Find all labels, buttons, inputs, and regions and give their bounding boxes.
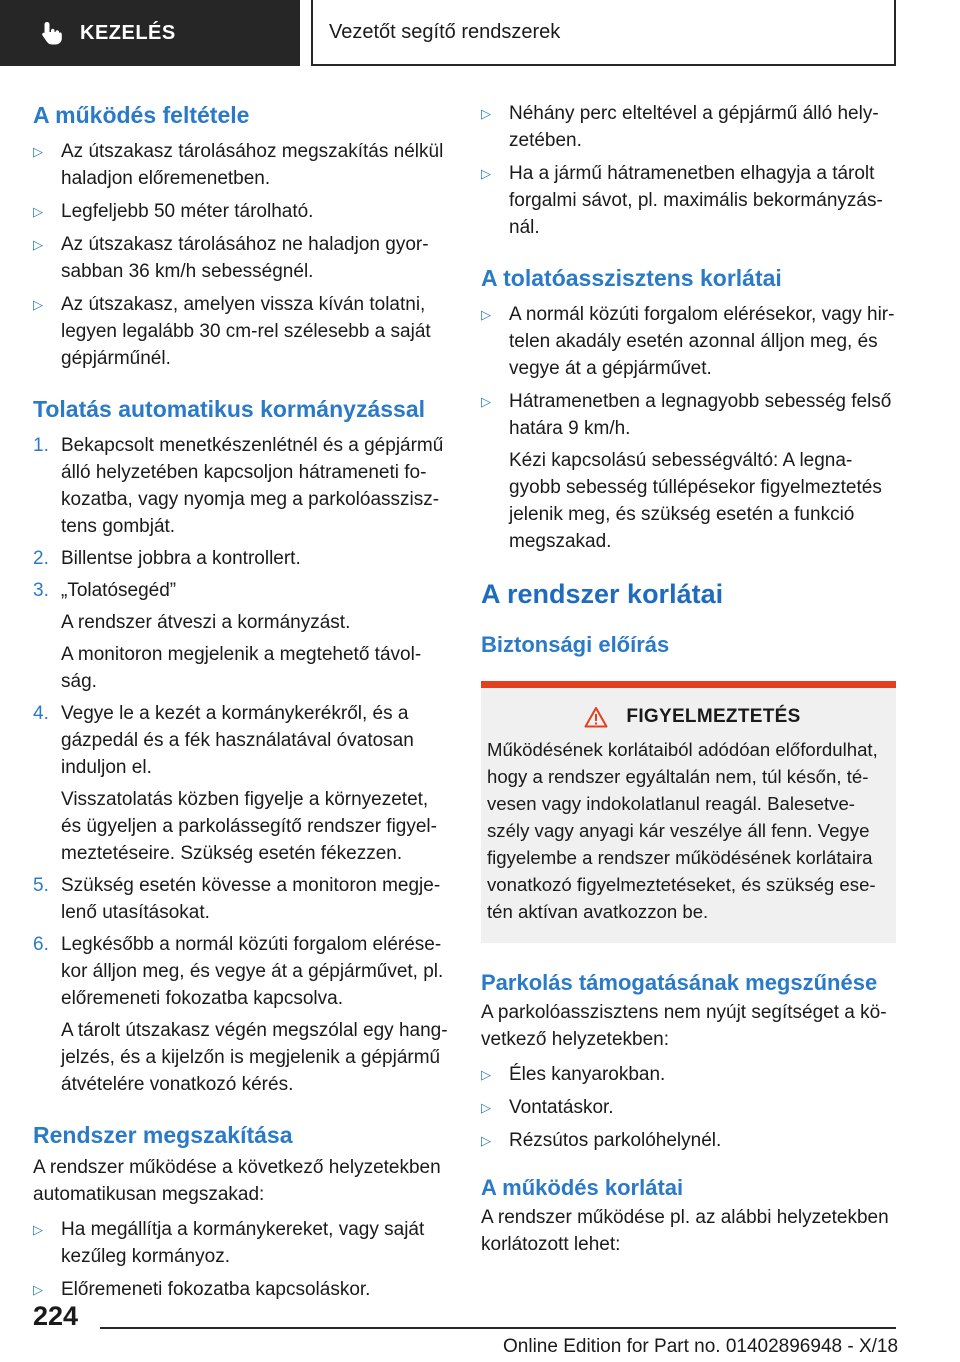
triangle-bullet-icon: ▷ bbox=[33, 1222, 43, 1237]
item-note: Kézi kapcsolású sebességváltó: A legnagyobb sebesség túllépésekor figyelmeztetés jelenik meg, és szükség esetén a funkció megszakad. bbox=[509, 450, 882, 552]
triangle-bullet-icon: ▷ bbox=[33, 144, 43, 159]
triangle-bullet-icon: ▷ bbox=[33, 297, 43, 312]
paragraph: A parkolóasszisztens nem nyújt segítséget a következő helyzetekben: bbox=[481, 1002, 887, 1050]
list-item: ▷ Előremeneti fokozatba kapcsoláskor. bbox=[33, 1276, 448, 1303]
list-item: ▷ Rézsútos parkolóhelynél. bbox=[481, 1127, 896, 1154]
list-item: ▷ A normál közúti forgalom elérésekor, vagy hirtelen akadály esetén azonnal álljon meg, és vegye át a gépjárművet. bbox=[481, 301, 896, 382]
list-item: ▷ Hátramenetben a legnagyobb sebesség felső határa 9 km/h. bbox=[481, 388, 896, 442]
heading-auto-steering: Tolatás automatikus kormányzással bbox=[33, 396, 425, 422]
list-item: ▷ Ha a jármű hátramenetben elhagyja a tárolt forgalmi sávot, pl. maximális bekormányzásnál. bbox=[481, 160, 896, 241]
triangle-bullet-icon: ▷ bbox=[481, 106, 491, 121]
heading-safety-note: Biztonsági előírás bbox=[481, 632, 670, 657]
step-item: 4. Vegye le a kezét a kormánykerékről, és a gázpedál és a fék használatával óvatosan induljon el. bbox=[33, 703, 414, 778]
paragraph: A rendszer működése pl. az alábbi helyzetekben korlátozott lehet: bbox=[481, 1207, 889, 1255]
hand-pointer-icon bbox=[38, 19, 66, 47]
warning-triangle-icon bbox=[584, 706, 608, 728]
warning-title: FIGYELMEZTETÉS bbox=[626, 706, 801, 727]
chapter-title: Vezetőt segítő rendszerek bbox=[329, 20, 561, 43]
section-name: KEZELÉS bbox=[80, 21, 176, 44]
triangle-bullet-icon: ▷ bbox=[481, 1100, 491, 1115]
list-item: ▷ Legfeljebb 50 méter tárolható. bbox=[33, 198, 448, 225]
step-item: 6. Legkésőbb a normál közúti forgalom elérésekor álljon meg, és vegye át a gépjárművet, pl. előremeneti fokozatba kapcsolva. bbox=[33, 934, 444, 1009]
triangle-bullet-icon: ▷ bbox=[481, 1067, 491, 1082]
right-column bbox=[481, 100, 896, 1258]
chapter-title-box bbox=[311, 0, 896, 66]
footer-edition: Online Edition for Part no. 01402896948 - X/18 bbox=[503, 1336, 899, 1357]
left-column bbox=[33, 100, 448, 1303]
triangle-bullet-icon: ▷ bbox=[481, 1133, 491, 1148]
page-number: 224 bbox=[33, 1301, 79, 1331]
heading-parking-assist-ends: Parkolás támogatásának megszűnése bbox=[481, 970, 878, 995]
step-item: 2. Billentse jobbra a kontrollert. bbox=[33, 548, 301, 569]
heading-system-interruption: Rendszer megszakítása bbox=[33, 1122, 293, 1148]
triangle-bullet-icon: ▷ bbox=[481, 307, 491, 322]
list-item: ▷ Néhány perc elteltével a gépjármű álló helyzetében. bbox=[481, 100, 896, 154]
list-item: ▷ Az útszakasz tárolásához megszakítás nélkül haladjon előremenetben. bbox=[33, 138, 448, 192]
list-item: ▷ Az útszakasz tárolásához ne haladjon gyorsabban 36 km/h sebességnél. bbox=[33, 231, 448, 285]
warning-header bbox=[487, 706, 888, 728]
list-item: ▷ Éles kanyarokban. bbox=[481, 1061, 896, 1088]
step-note: A monitoron megjelenik a megtehető távolság. bbox=[61, 644, 422, 692]
section-tab bbox=[0, 0, 300, 66]
step-note: A rendszer átveszi a kormányzást. bbox=[61, 612, 351, 633]
step-note: A tárolt útszakasz végén megszólal egy hangjelzés, és a kijelzőn is megjelenik a gépjármű átvételére vonatkozó kérés. bbox=[61, 1020, 448, 1095]
triangle-bullet-icon: ▷ bbox=[33, 237, 43, 252]
heading-system-limits: A rendszer korlátai bbox=[481, 579, 724, 609]
triangle-bullet-icon: ▷ bbox=[481, 166, 491, 181]
heading-operation-limits: A működés korlátai bbox=[481, 1175, 684, 1200]
step-item: 3. „Tolatósegéd” bbox=[33, 580, 177, 601]
footer-divider bbox=[100, 1327, 896, 1329]
list-item: ▷ Ha megállítja a kormánykereket, vagy saját kezűleg kormányoz. bbox=[33, 1216, 448, 1270]
warning-box bbox=[481, 681, 896, 943]
step-item: 1. Bekapcsolt menetkészenlétnél és a gépjármű álló helyzetében kapcsoljon hátrameneti fokozatba, vagy nyomja meg a parkolóasszisztens gombját. bbox=[33, 435, 444, 537]
paragraph: A rendszer működése a következő helyzetekben automatikusan megszakad: bbox=[33, 1157, 441, 1205]
list-item: ▷ Az útszakasz, amelyen vissza kíván tolatni, legyen legalább 30 cm-rel szélesebb a saját gépjárműnél. bbox=[33, 291, 448, 372]
warning-text: Működésének korlátaiból adódóan előfordulhat, hogy a rendszer egyáltalán nem, túl későn, tévesen vagy indokolatlanul reagál. Balesetveszély vagy anyagi kár veszélye áll fenn. Vegye figyelembe a rendszer működésének korlátaira vonatkozó figyelmeztetéseket, és szükség esetén aktívan avatkozzon be. bbox=[487, 739, 878, 922]
heading-reverse-assistant-limits: A tolatóasszisztens korlátai bbox=[481, 265, 782, 291]
page-header bbox=[0, 0, 960, 66]
triangle-bullet-icon: ▷ bbox=[33, 204, 43, 219]
list-item: ▷ Vontatáskor. bbox=[481, 1094, 896, 1121]
step-item: 5. Szükség esetén kövesse a monitoron megjelenő utasításokat. bbox=[33, 875, 441, 923]
heading-operating-conditions: A működés feltétele bbox=[33, 102, 250, 128]
triangle-bullet-icon: ▷ bbox=[33, 1282, 43, 1297]
step-note: Visszatolatás közben figyelje a környezetet, és ügyeljen a parkolássegítő rendszer figyelmeztetéseire. Szükség esetén fékezzen. bbox=[61, 789, 437, 864]
triangle-bullet-icon: ▷ bbox=[481, 394, 491, 409]
